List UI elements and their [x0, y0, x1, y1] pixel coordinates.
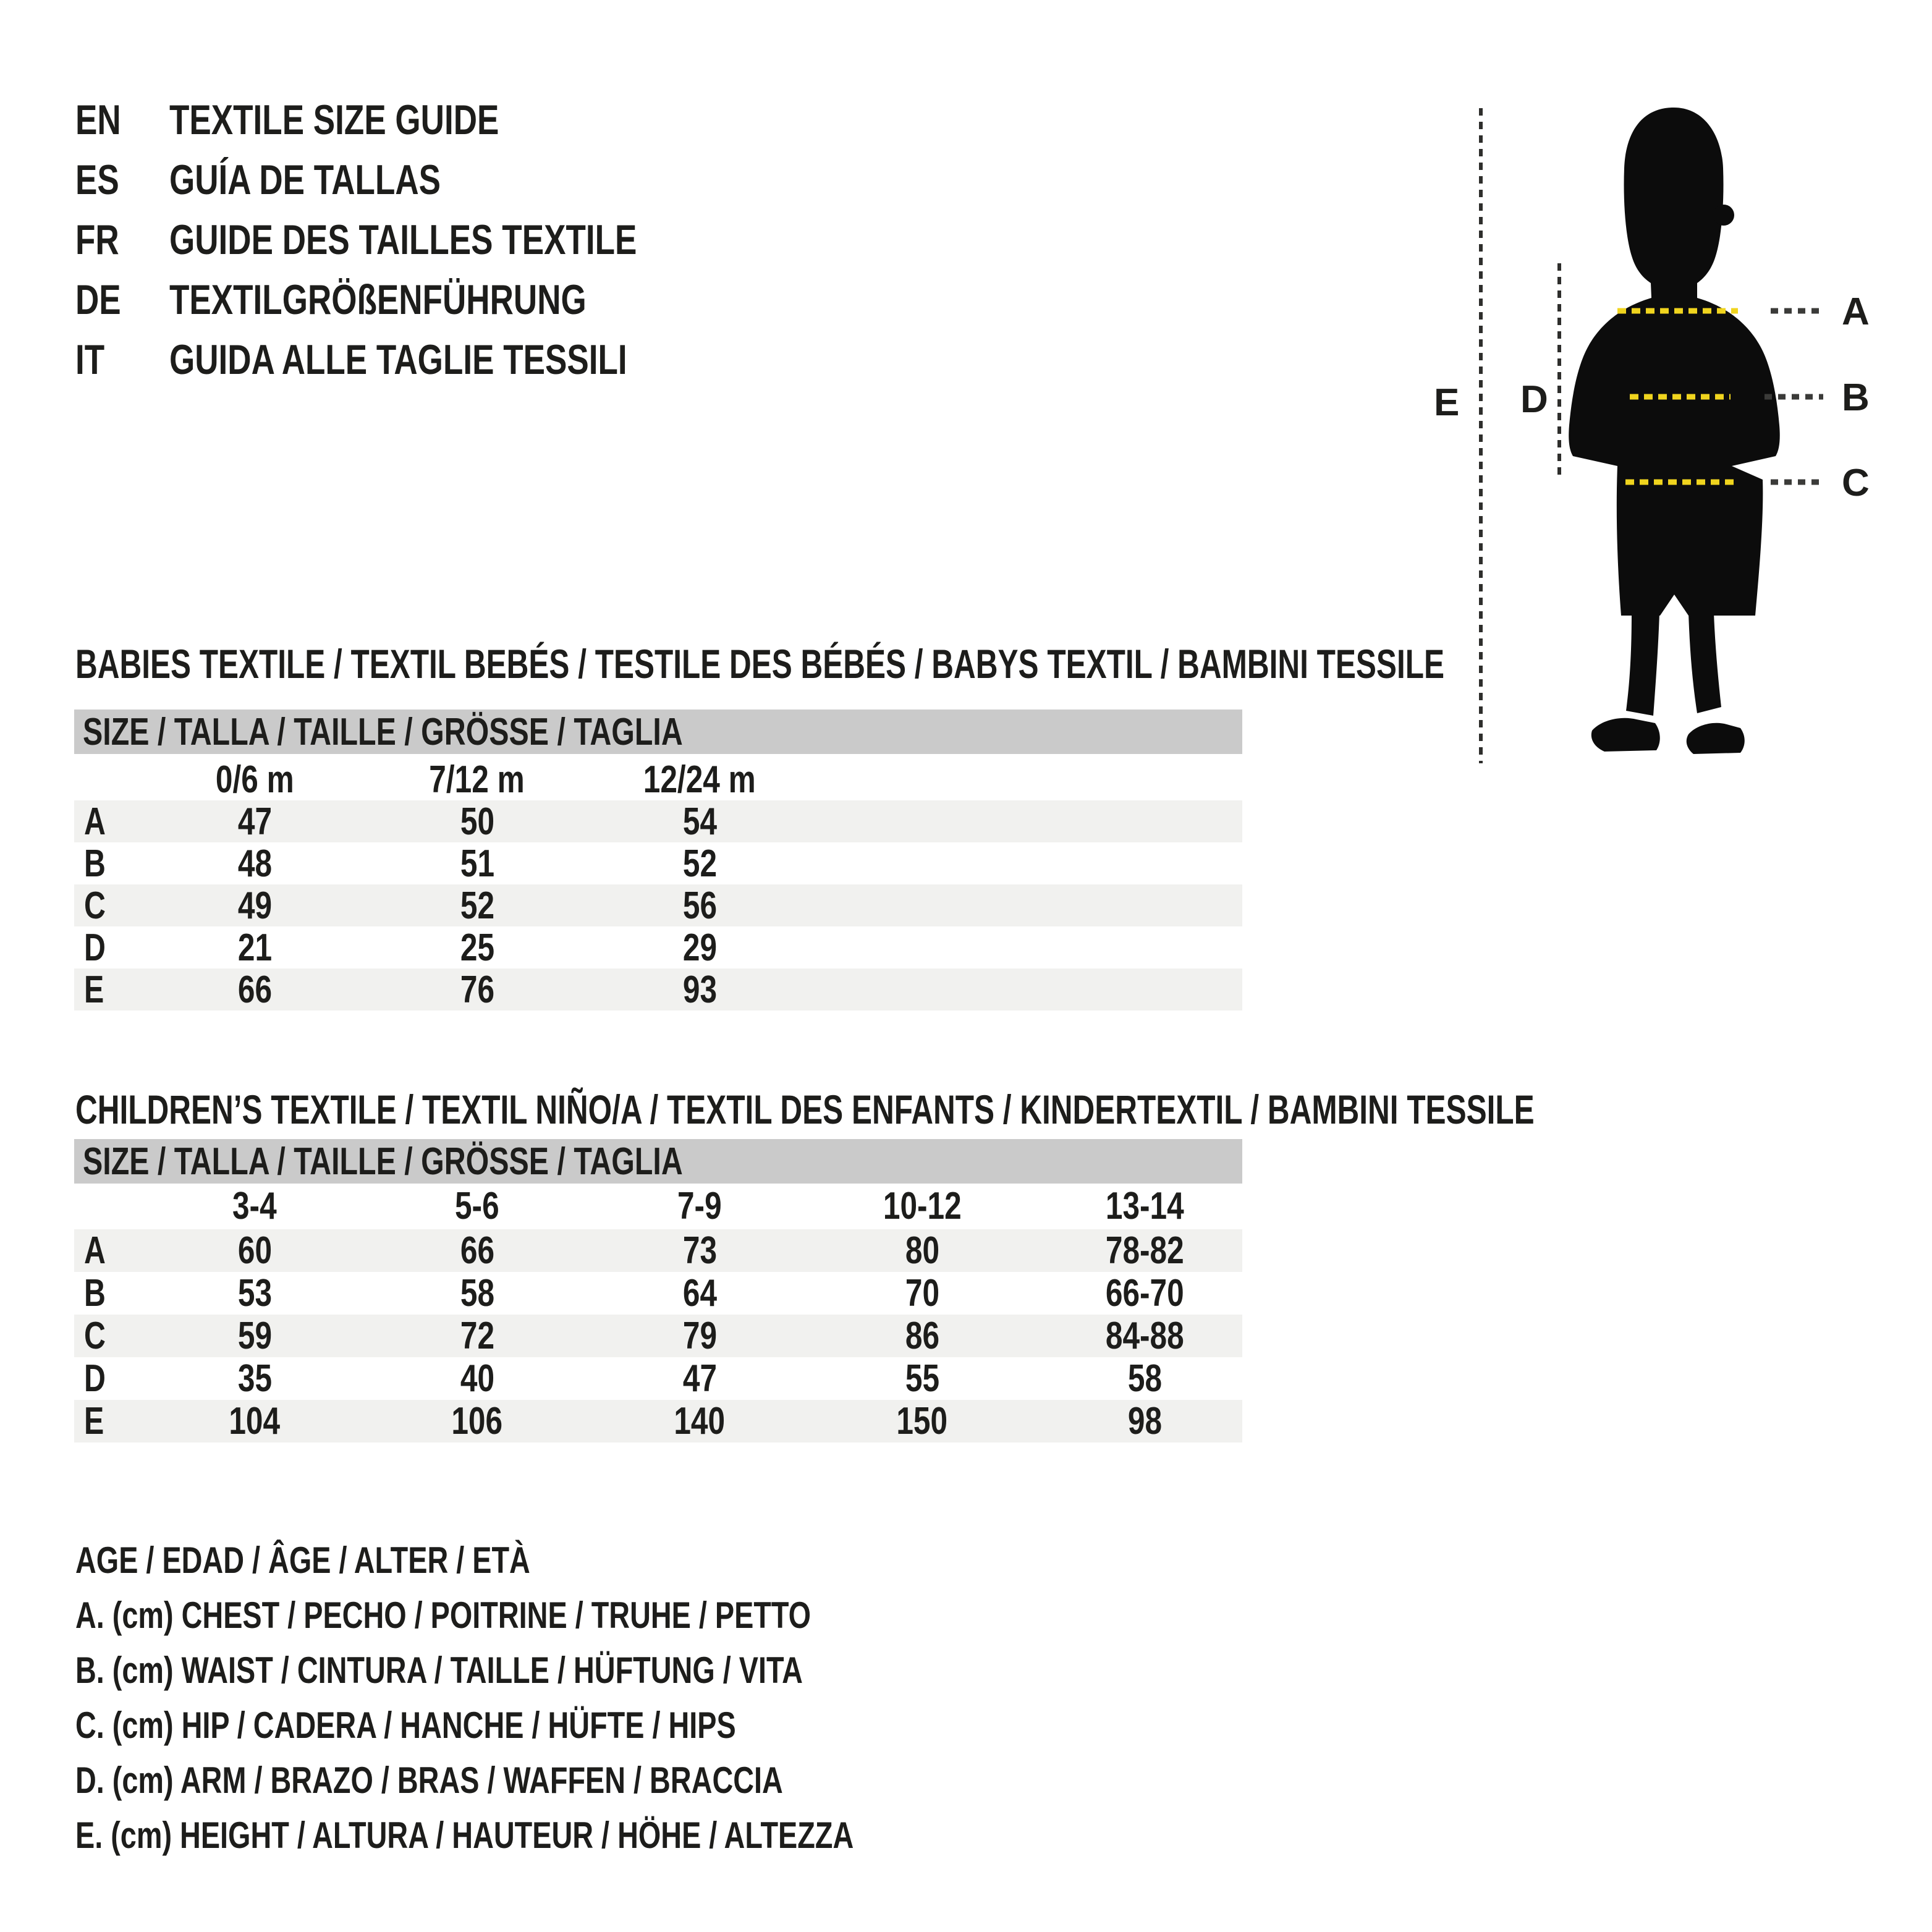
children-col-13-14: 13-14 [1105, 1184, 1184, 1227]
left-shoe [1591, 718, 1660, 752]
label-e: E [1434, 381, 1460, 424]
value-cell: 93 [682, 968, 717, 1011]
label-b: B [1842, 376, 1870, 419]
language-code: EN [75, 96, 121, 143]
value-cell: 52 [460, 884, 494, 927]
value-cell: 66-70 [1105, 1272, 1184, 1315]
value-cell: 76 [460, 968, 494, 1011]
value-cell: 73 [682, 1229, 717, 1272]
children-section-title: CHILDREN’S TEXTILE / TEXTIL NIÑO/A / TEXTIL DES ENFANTS / KINDERTEXTIL / BAMBINI TESSILE [75, 1087, 1535, 1132]
row-label: B [84, 842, 106, 885]
value-cell: 58 [460, 1272, 494, 1315]
language-code: FR [75, 216, 119, 263]
language-row-de [75, 269, 769, 329]
language-title-list [75, 90, 769, 389]
measurement-legend [75, 1533, 1073, 1863]
babies-row-e [74, 968, 1242, 1010]
children-row-e [74, 1400, 1242, 1443]
value-cell: 59 [237, 1315, 272, 1357]
children-col-3-4: 3-4 [232, 1184, 277, 1227]
language-title: GUÍA DE TALLAS [169, 156, 441, 203]
children-row-c [74, 1315, 1242, 1357]
row-label: E [84, 968, 104, 1011]
value-cell: 52 [682, 842, 717, 885]
row-label: D [84, 1357, 106, 1400]
babies-row-b [74, 842, 1242, 884]
babies-column-header-row [74, 759, 1242, 800]
row-label: A [84, 800, 106, 843]
language-code: IT [75, 336, 105, 383]
value-cell: 70 [905, 1272, 939, 1315]
value-cell: 79 [682, 1315, 717, 1357]
value-cell: 56 [682, 884, 717, 927]
value-cell: 47 [237, 800, 272, 843]
label-a: A [1842, 290, 1870, 333]
value-cell: 80 [905, 1229, 939, 1272]
value-cell: 66 [237, 968, 272, 1011]
value-cell: 53 [237, 1272, 272, 1315]
value-cell: 48 [237, 842, 272, 885]
children-col-10-12: 10-12 [883, 1184, 962, 1227]
label-d: D [1520, 378, 1548, 421]
language-title: GUIDE DES TAILLES TEXTILE [169, 216, 637, 263]
babies-row-d [74, 926, 1242, 968]
children-row-d [74, 1357, 1242, 1400]
value-cell: 72 [460, 1315, 494, 1357]
babies-row-c [74, 884, 1242, 926]
babies-col-0-6m: 0/6 m [215, 758, 294, 801]
children-col-7-9: 7-9 [677, 1184, 722, 1227]
value-cell: 35 [237, 1357, 272, 1400]
children-size-header-bar: SIZE / TALLA / TAILLE / GRÖSSE / TAGLIA [74, 1139, 1242, 1184]
babies-size-header-bar: SIZE / TALLA / TAILLE / GRÖSSE / TAGLIA [74, 710, 1242, 754]
legend-hip: C. (cm) HIP / CADERA / HANCHE / HÜFTE / HIPS [75, 1705, 736, 1746]
value-cell: 98 [1127, 1400, 1162, 1443]
row-label: C [84, 884, 106, 927]
row-label: D [84, 926, 106, 969]
legend-waist: B. (cm) WAIST / CINTURA / TAILLE / HÜFTUNG / VITA [75, 1650, 803, 1691]
legend-chest: A. (cm) CHEST / PECHO / POITRINE / TRUHE / PETTO [75, 1595, 811, 1636]
language-title: TEXTILE SIZE GUIDE [169, 96, 499, 143]
language-title: TEXTILGRÖßENFÜHRUNG [169, 276, 587, 323]
hair-bump [1713, 205, 1734, 226]
language-title: GUIDA ALLE TAGLIE TESSILI [169, 336, 627, 383]
right-shoe [1687, 723, 1745, 754]
value-cell: 104 [229, 1400, 281, 1443]
value-cell: 49 [237, 884, 272, 927]
value-cell: 58 [1127, 1357, 1162, 1400]
value-cell: 54 [682, 800, 717, 843]
language-row-en [75, 90, 769, 150]
label-c: C [1842, 462, 1870, 504]
value-cell: 78-82 [1105, 1229, 1184, 1272]
value-cell: 106 [451, 1400, 503, 1443]
children-row-b [74, 1272, 1242, 1315]
legend-age: AGE / EDAD / ÂGE / ALTER / ETÀ [75, 1540, 530, 1581]
children-row-a [74, 1229, 1242, 1272]
language-code: ES [75, 156, 119, 203]
babies-section-title: BABIES TEXTILE / TEXTIL BEBÉS / TESTILE DES BÉBÉS / BABYS TEXTIL / BAMBINI TESSILE [75, 641, 1444, 687]
value-cell: 64 [682, 1272, 717, 1315]
children-column-header-row [74, 1185, 1242, 1226]
children-col-5-6: 5-6 [455, 1184, 499, 1227]
value-cell: 150 [896, 1400, 948, 1443]
legend-height: E. (cm) HEIGHT / ALTURA / HAUTEUR / HÖHE / ALTEZZA [75, 1815, 854, 1856]
language-code: DE [75, 276, 121, 323]
babies-row-a [74, 800, 1242, 842]
row-label: B [84, 1272, 106, 1315]
babies-col-7-12m: 7/12 m [429, 758, 525, 801]
value-cell: 66 [460, 1229, 494, 1272]
babies-col-12-24m: 12/24 m [643, 758, 756, 801]
value-cell: 47 [682, 1357, 717, 1400]
row-label: E [84, 1400, 104, 1443]
language-row-es [75, 150, 769, 210]
language-row-it [75, 329, 769, 389]
value-cell: 51 [460, 842, 494, 885]
value-cell: 55 [905, 1357, 939, 1400]
value-cell: 60 [237, 1229, 272, 1272]
value-cell: 21 [237, 926, 272, 969]
row-label: A [84, 1229, 106, 1272]
value-cell: 40 [460, 1357, 494, 1400]
child-silhouette [1569, 108, 1780, 616]
value-cell: 84-88 [1105, 1315, 1184, 1357]
value-cell: 25 [460, 926, 494, 969]
value-cell: 29 [682, 926, 717, 969]
language-row-fr [75, 210, 769, 269]
value-cell: 50 [460, 800, 494, 843]
value-cell: 140 [674, 1400, 726, 1443]
row-label: C [84, 1315, 106, 1357]
value-cell: 86 [905, 1315, 939, 1357]
legend-arm: D. (cm) ARM / BRAZO / BRAS / WAFFEN / BRACCIA [75, 1760, 783, 1801]
